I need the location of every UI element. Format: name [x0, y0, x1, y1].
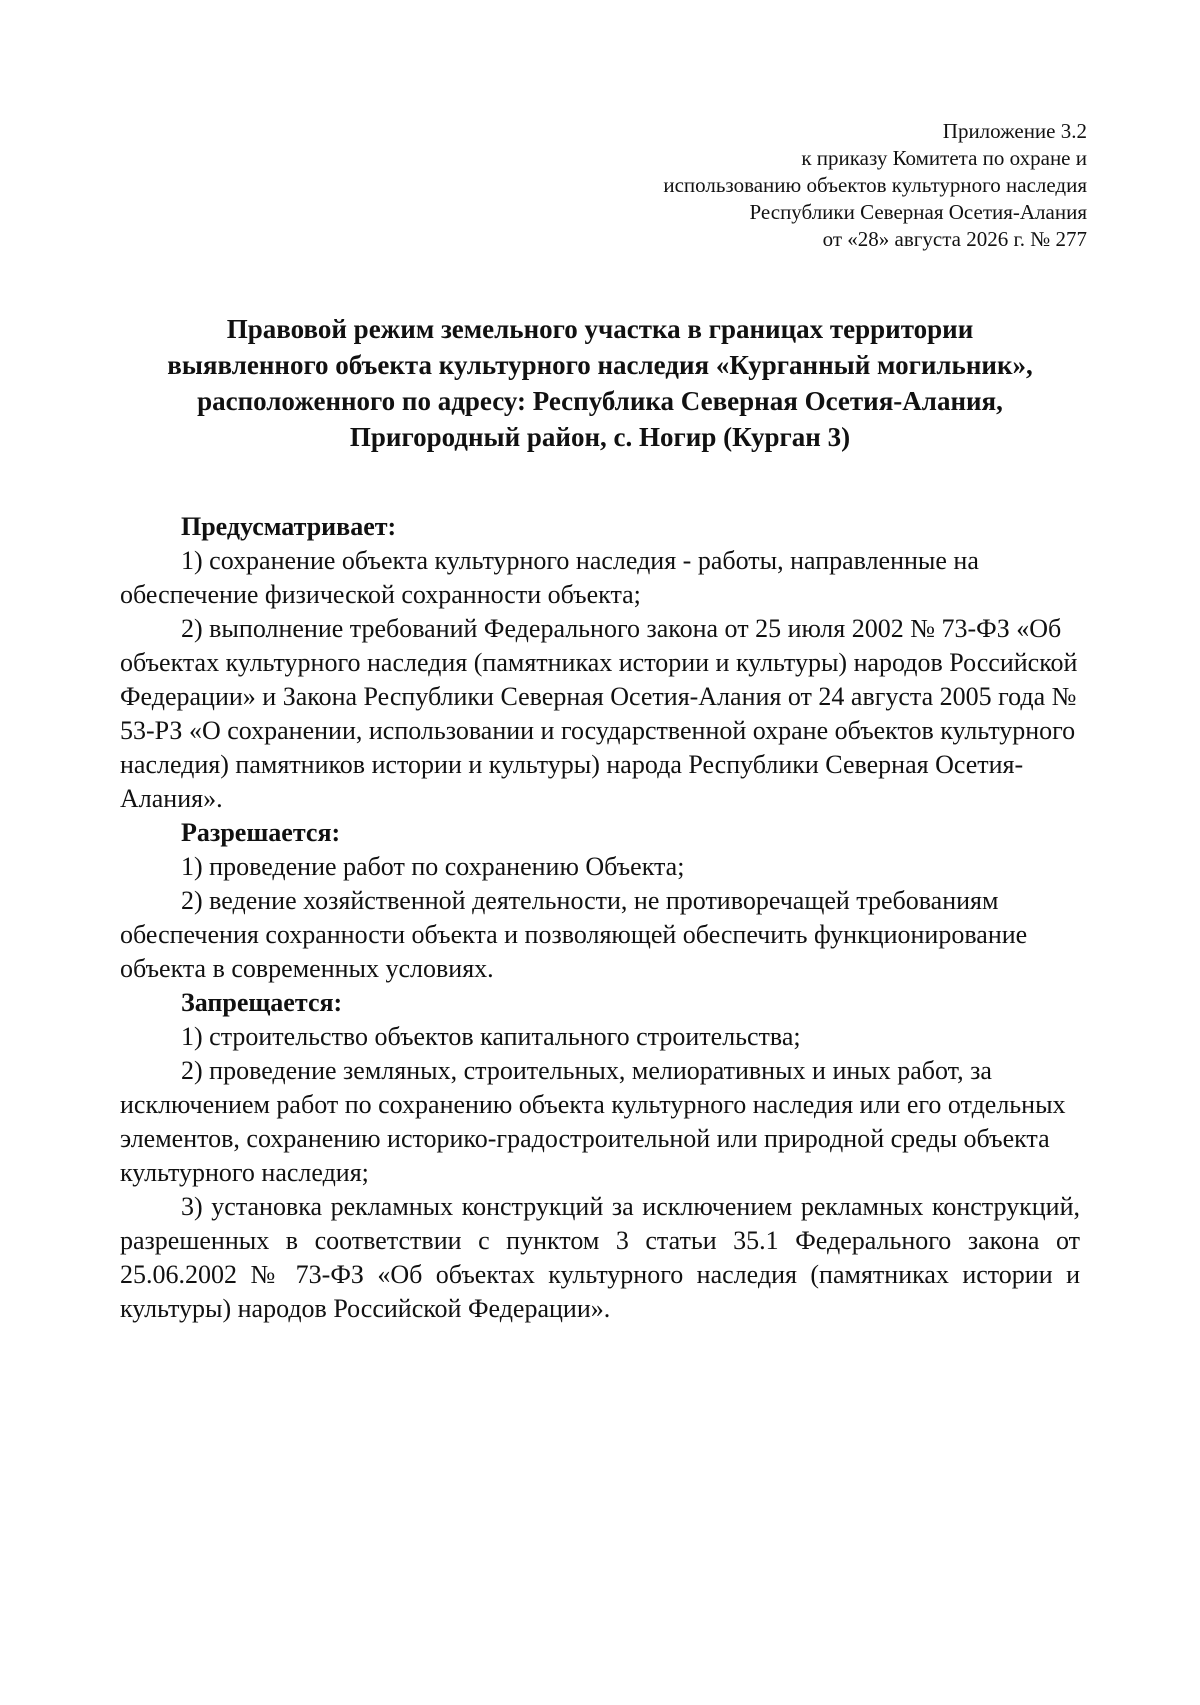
document-title: [120, 311, 1080, 455]
provides-heading: Предусматривает:: [181, 512, 397, 541]
document-body: [120, 510, 1080, 1326]
prohibited-item-2: 2) проведение земляных, строительных, мелиоративных и иных работ, за исключением работ по сохранению объекта культурного наследия или его отдельных элементов, сохранению историко-градостроительной или природной среды объекта культурного наследия;: [120, 1056, 1066, 1187]
provides-item-2: 2) выполнение требований Федерального закона от 25 июля 2002 № 73-ФЗ «Об объектах культурного наследия (памятниках истории и культуры) народов Российской Федерации» и Закона Республики Северная Осетия-Алания от 24 августа 2005 года № 53-РЗ «О сохранении, использовании и государственной охране объектов культурного наследия) памятников истории и культуры) народа Республики Северная Осетия-Алания».: [120, 614, 1078, 813]
title-line-1: Правовой режим земельного участка в границах территории: [226, 314, 974, 344]
title-line-3: расположенного по адресу: Республика Северная Осетия-Алания,: [197, 386, 1003, 416]
allowed-item-1: 1) проведение работ по сохранению Объекта;: [181, 852, 685, 881]
provides-item-1: 1) сохранение объекта культурного наследия - работы, направленные на обеспечение физической сохранности объекта;: [120, 546, 979, 609]
prohibited-heading: Запрещается:: [181, 988, 343, 1017]
appendix-header: [527, 118, 1087, 253]
title-line-2: выявленного объекта культурного наследия «Курганный могильник»,: [167, 350, 1033, 380]
prohibited-item-3: 3) установка рекламных конструкций за исключением рекламных конструкций, разрешенных в соответствии с пунктом 3 статьи 35.1 Федерального закона от 25.06.2002 № 73-ФЗ «Об объектах культурного наследия (памятниках истории и культуры) народов Российской Федерации».: [120, 1192, 1080, 1323]
appendix-order-ref: к приказу Комитета по охране и: [801, 146, 1087, 170]
title-line-4: Пригородный район, с. Ногир (Курган 3): [349, 422, 851, 452]
prohibited-item-1: 1) строительство объектов капитального строительства;: [181, 1022, 801, 1051]
allowed-item-2: 2) ведение хозяйственной деятельности, не противоречащей требованиям обеспечения сохранности объекта и позволяющей обеспечить функционирование объекта в современных условиях.: [120, 886, 1028, 983]
appendix-committee: использованию объектов культурного наследия: [663, 173, 1087, 197]
allowed-heading: Разрешается:: [181, 818, 341, 847]
appendix-number: Приложение 3.2: [942, 119, 1087, 143]
appendix-date-number: от «28» августа 2026 г. № 277: [822, 227, 1087, 251]
appendix-republic: Республики Северная Осетия-Алания: [749, 200, 1087, 224]
